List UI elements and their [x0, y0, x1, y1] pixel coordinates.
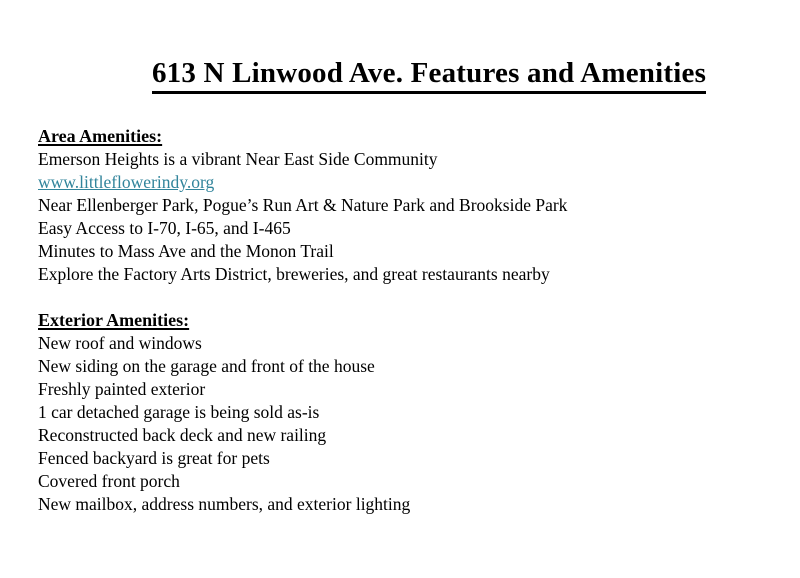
body-line: Covered front porch	[38, 470, 180, 491]
section-heading: Exterior Amenities:	[38, 309, 190, 330]
hyperlink[interactable]: www.littleflowerindy.org	[38, 171, 215, 192]
body-line: New mailbox, address numbers, and exterior lighting	[38, 493, 411, 514]
body-line: 1 car detached garage is being sold as-is	[38, 401, 320, 422]
section	[38, 309, 770, 516]
body-line: Emerson Heights is a vibrant Near East Side Community	[38, 148, 438, 169]
section	[38, 125, 770, 286]
body-line: Minutes to Mass Ave and the Monon Trail	[38, 240, 334, 261]
body-line: Fenced backyard is great for pets	[38, 447, 270, 468]
section-heading: Area Amenities:	[38, 125, 163, 146]
body-line: New siding on the garage and front of the house	[38, 355, 375, 376]
title-container	[0, 0, 800, 94]
body-line: Explore the Factory Arts District, breweries, and great restaurants nearby	[38, 263, 550, 284]
document-title: 613 N Linwood Ave. Features and Amenities	[152, 58, 706, 94]
body-line: Reconstructed back deck and new railing	[38, 424, 327, 445]
body-line: Freshly painted exterior	[38, 378, 206, 399]
body-line: New roof and windows	[38, 332, 202, 353]
document-body	[38, 125, 770, 516]
body-line: Near Ellenberger Park, Pogue’s Run Art & Nature Park and Brookside Park	[38, 194, 568, 215]
body-line	[38, 171, 770, 194]
body-line: Easy Access to I-70, I-65, and I-465	[38, 217, 291, 238]
